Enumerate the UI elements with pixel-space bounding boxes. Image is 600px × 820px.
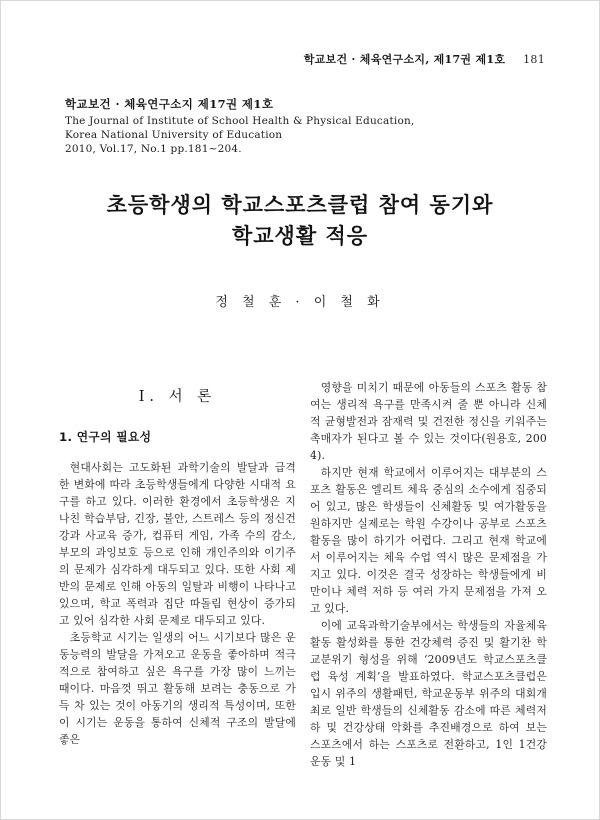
page-number: 181 [523, 53, 545, 66]
journal-info-block [65, 97, 414, 156]
journal-title-english-line2: Korea National University of Education [65, 129, 283, 141]
body-paragraph: 현대사회는 고도화된 과학기술의 발달과 급격한 변화에 따라 초등학생들에게 다양한 시대적 요구를 하고 있다. 이러한 환경에서 초등학생은 지나친 학습부담, 긴장, 불안, 스트레스 등의 정신건강과 사교육 증가, 컴퓨터 게임, 가족 수의 감소, 부모의 과잉보호 등으로 인해 개인주의와 이기주의 문제가 심각하게 대두되고 있다. 또한 사회 제반의 문제로 인해 아동의 일탈과 비행이 나타나고 있으며, 학교 폭력과 집단 따돌림 현상이 증가되고 있어 심각한 사회 문제로 대두되고 있다. [59, 461, 296, 627]
journal-volume-info: 2010, Vol.17, No.1 pp.181~204. [65, 143, 242, 155]
body-paragraph: 영향을 미치기 때문에 아동들의 스포츠 활동 참여는 생리적 욕구를 만족시켜 줄 뿐 아니라 신체적 균형발전과 잠재력 및 건전한 정신을 키워주는 촉매자가 된다고 볼 수 있는 것이다(원용호, 2004). [310, 381, 547, 462]
right-column [310, 379, 547, 770]
article-authors: 정 철 훈 · 이 철 화 [215, 295, 385, 310]
running-header [304, 51, 545, 67]
journal-title-korean: 학교보건 · 체육연구소지 제17권 제1호 [65, 97, 274, 111]
body-paragraph: 이에 교육과학기술부에서는 학생들의 자율체육 활동 활성화를 통한 건강체력 증진 및 활기찬 학교분위기 형성을 위해 ‘2009년도 학교스포츠클럽 육성 계획’을 발표하였다. 학교스포츠클럽은 입시 위주의 생활패턴, 학교운동부 위주의 대회개최로 일반 학생들의 신체활동 감소에 따른 체력저하 및 건강상태 악화를 추진배경으로 하여 보는 스포츠에서 하는 스포츠로 전환하고, 1인 1건강운동 및 1 [310, 619, 547, 768]
article-title-line2: 학교생활 적응 [231, 223, 369, 248]
body-paragraph: 하지만 현재 학교에서 이루어지는 대부분의 스포츠 활동은 엘리트 체육 중심의 소수에게 집중되어 있고, 많은 학생들이 신체활동 및 여가활동을 원하지만 실제로는 학원 수강이나 공부로 스포츠 활동을 많이 하기가 어렵다. 그리고 현재 학교에서 이루어지는 체육 수업 역시 많은 문제점을 가지고 있다. 이것은 결국 성장하는 학생들에게 비만이나 체력 저하 등 여러 가지 문제점을 가져 오고 있다. [310, 466, 547, 615]
body-paragraph: 초등학교 시기는 일생의 어느 시기보다 많은 운동능력의 발달을 가져오고 운동을 좋아하며 적극적으로 참여하고 싶은 욕구를 가장 많이 느끼는 때이다. 마음껏 뛰고 활동해 보려는 충동으로 가득 차 있는 것이 아동기의 생리적 특성이며, 또한 이 시기는 운동을 통하여 신체적 구조의 발달에 좋은 [59, 631, 296, 746]
journal-title-english-line1: The Journal of Institute of School Health & Physical Education, [65, 115, 415, 127]
left-column [59, 379, 296, 770]
section-heading-introduction: Ⅰ. 서 론 [138, 389, 217, 405]
running-header-journal-title: 학교보건 · 체육연구소지, 제17권 제1호 [303, 53, 506, 66]
subsection-heading-necessity: 1. 연구의 필요성 [59, 430, 152, 444]
article-title [1, 189, 599, 251]
article-title-line1: 초등학생의 학교스포츠클럽 참여 동기와 [106, 192, 494, 217]
body-columns [59, 379, 547, 770]
